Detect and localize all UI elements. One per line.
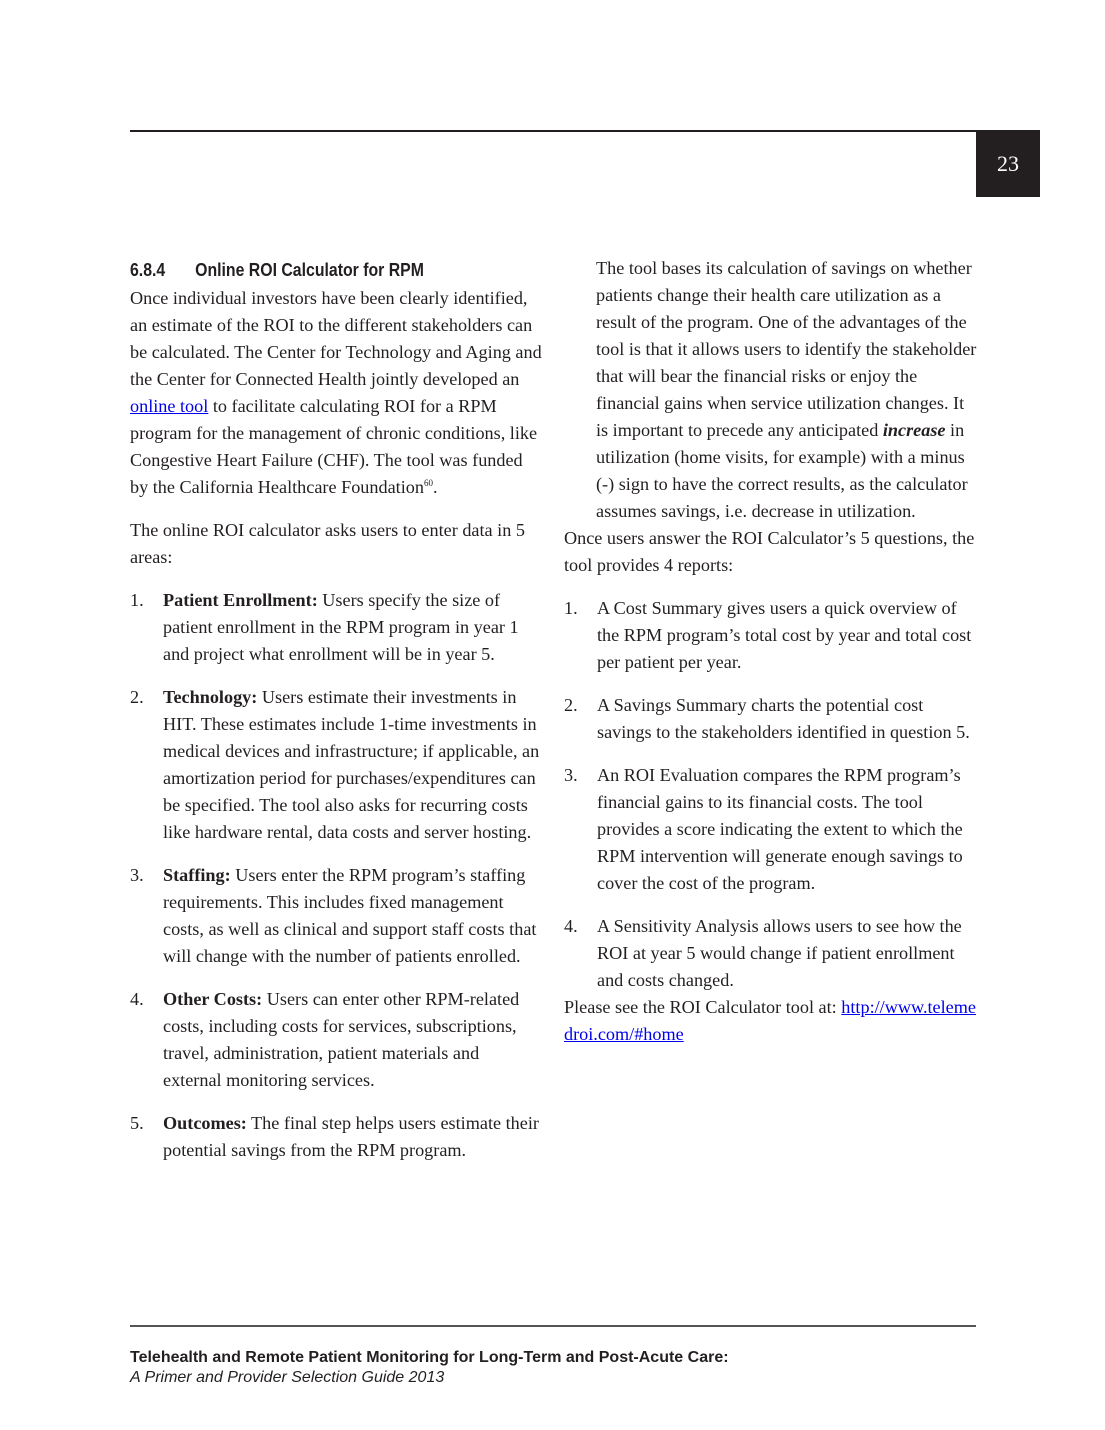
list-item xyxy=(130,684,542,846)
list-text: Users enter the RPM program’s staffing requirements. This includes fixed management costs, as well as clinical and support staff costs that will change with the number of patients enrolled. xyxy=(163,865,537,966)
list-number: 5. xyxy=(130,1113,144,1133)
list-number: 1. xyxy=(564,598,578,618)
list-number: 2. xyxy=(130,687,144,707)
continued-paragraph xyxy=(564,255,979,525)
footer-rule xyxy=(130,1325,976,1327)
right-column xyxy=(564,255,979,1048)
online-tool-link[interactable]: online tool xyxy=(130,396,209,416)
list-item xyxy=(130,1110,542,1164)
list-number: 3. xyxy=(130,865,144,885)
footer xyxy=(130,1348,729,1388)
list-number: 1. xyxy=(130,590,144,610)
section-number: 6.8.4 xyxy=(130,260,166,280)
list-number: 2. xyxy=(564,695,578,715)
list-term: Other Costs: xyxy=(163,989,263,1009)
list-item xyxy=(564,692,979,746)
list-text: Users can enter other RPM-related costs, including costs for services, subscriptions, travel, administration, patient materials and external monitoring services. xyxy=(163,989,520,1090)
section-heading xyxy=(130,255,493,285)
list-text: A Savings Summary charts the potential cost savings to the stakeholders identified in question 5. xyxy=(597,695,970,742)
reports-intro: Once users answer the ROI Calculator’s 5 questions, the tool provides 4 reports: xyxy=(564,528,975,575)
intro-paragraph xyxy=(130,285,542,501)
list-item xyxy=(564,595,979,676)
list-term: Technology: xyxy=(163,687,258,707)
footer-title: Telehealth and Remote Patient Monitoring for Long-Term and Post-Acute Care: xyxy=(130,1349,729,1366)
list-item xyxy=(564,913,979,994)
list-text: A Sensitivity Analysis allows users to see how the ROI at year 5 would change if patient enrollment and costs changed. xyxy=(597,916,962,990)
intro-text-1: Once individual investors have been clearly identified, an estimate of the ROI to the different stakeholders can be calculated. The Center for Technology and Aging and the Center for Connected Health jointly developed an xyxy=(130,288,542,389)
list-number: 3. xyxy=(564,765,578,785)
list-item xyxy=(564,762,979,897)
areas-intro: The online ROI calculator asks users to enter data in 5 areas: xyxy=(130,520,525,567)
header-rule xyxy=(130,130,976,132)
telemedroi-link[interactable]: http://www.telemedroi.com/#home xyxy=(564,997,976,1044)
list-text: The final step helps users estimate their potential savings from the RPM program. xyxy=(163,1113,539,1160)
section-title: Online ROI Calculator for RPM xyxy=(195,260,424,280)
footer-subtitle: A Primer and Provider Selection Guide 2013 xyxy=(130,1369,445,1386)
list-text: An ROI Evaluation compares the RPM program’s financial gains to its financial costs. The tool provides a score indicating the extent to which the RPM intervention will generate enough savings to cover the cost of the program. xyxy=(597,765,963,893)
list-item xyxy=(130,986,542,1094)
left-column xyxy=(130,255,542,1164)
list-term: Patient Enrollment: xyxy=(163,590,318,610)
page-number: 23 xyxy=(976,130,1040,197)
footnote-ref: 60 xyxy=(423,477,433,488)
list-text: A Cost Summary gives users a quick overview of the RPM program’s total cost by year and total cost per patient per year. xyxy=(597,598,972,672)
list-term: Staffing: xyxy=(163,865,231,885)
list-text: Users specify the size of patient enrollment in the RPM program in year 1 and project what enrollment will be in year 5. xyxy=(163,590,519,664)
list-number: 4. xyxy=(564,916,578,936)
list-text: Users estimate their investments in HIT. These estimates include 1-time investments in medical devices and infrastructure; if applicable, an amortization period for purchases/expenditures can be specified. The tool also asks for recurring costs like hardware rental, data costs and server hosting. xyxy=(163,687,540,842)
list-term: Outcomes: xyxy=(163,1113,247,1133)
continued-text-2: in utilization (home visits, for example) with a minus (-) sign to have the correct results, as the calculator assumes savings, i.e. decrease in utilization. xyxy=(596,420,968,521)
intro-text-2: to facilitate calculating ROI for a RPM program for the management of chronic conditions, like Congestive Heart Failure (CHF). The tool was funded by the California Healthcare Foundation xyxy=(130,396,538,497)
intro-text-3: . xyxy=(432,477,438,497)
see-tool-paragraph xyxy=(564,994,979,1048)
list-item xyxy=(130,587,542,668)
emphasis-increase: increase xyxy=(882,420,946,440)
continued-text-1: The tool bases its calculation of savings on whether patients change their health care utilization as a result of the program. One of the advantages of the tool is that it allows users to identify the stakeholder that will bear the financial risks or enjoy the financial gains when service utilization changes. It is important to precede any anticipated xyxy=(596,258,977,440)
list-item xyxy=(130,862,542,970)
see-tool-text: Please see the ROI Calculator tool at: xyxy=(564,997,842,1017)
list-number: 4. xyxy=(130,989,144,1009)
